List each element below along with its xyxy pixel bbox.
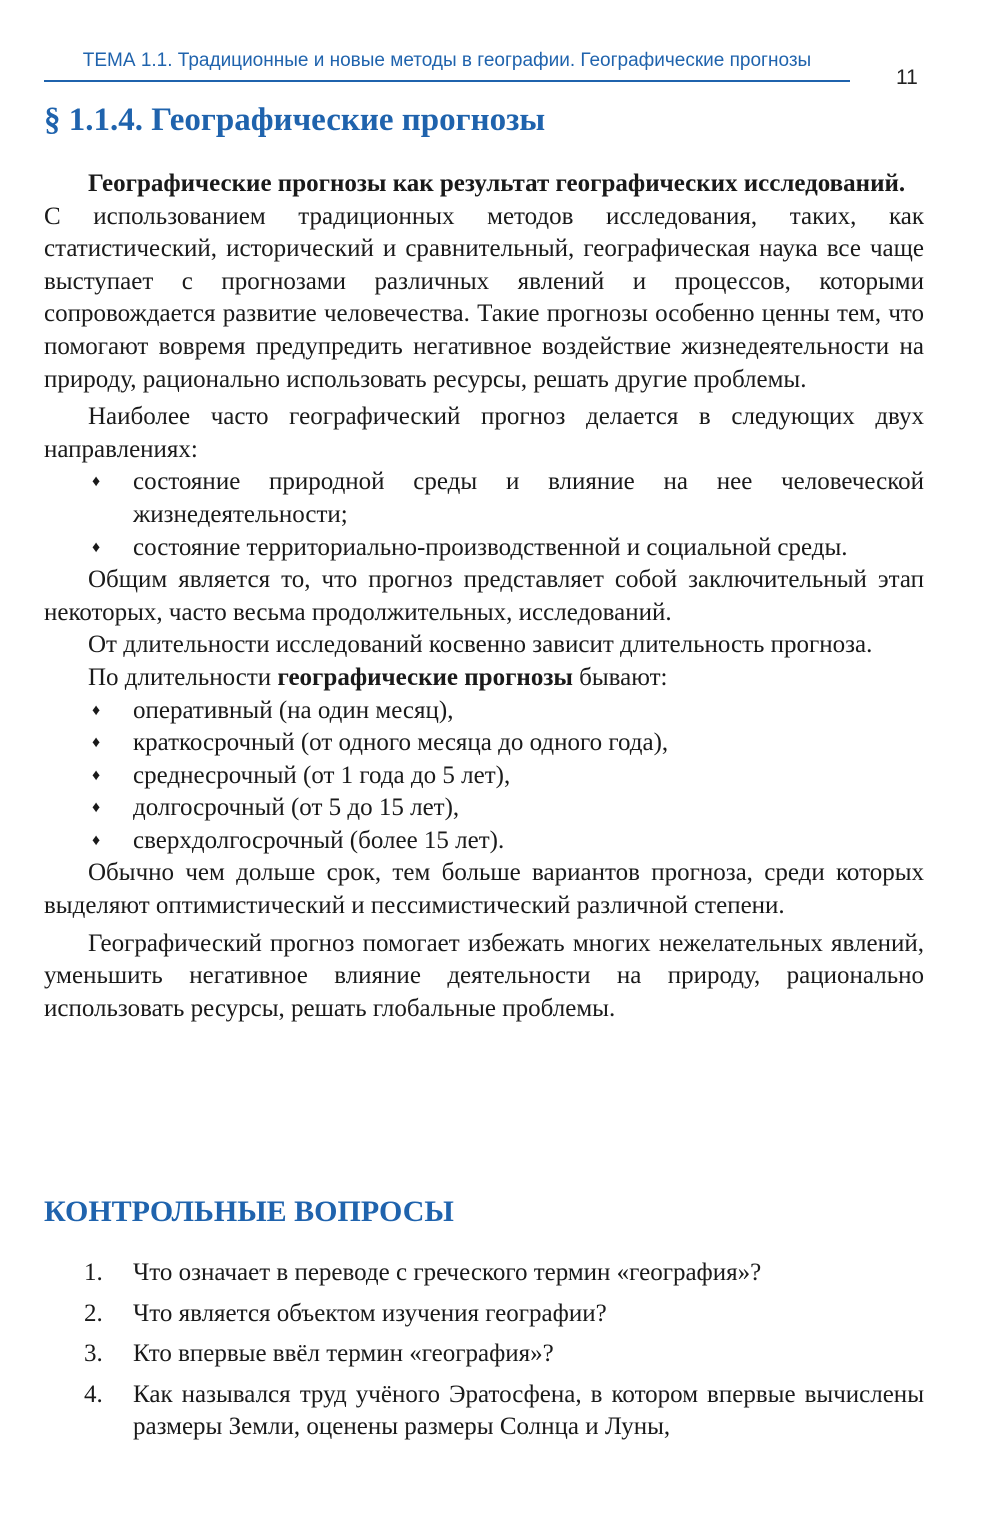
paragraph-duration-types-end: бывают: bbox=[572, 663, 668, 691]
list-item bbox=[92, 792, 924, 825]
list-item bbox=[92, 727, 924, 760]
question-text: Что означает в переводе с греческого термин «география»? bbox=[133, 1259, 762, 1286]
list-item-text: состояние территориально-производственной и социальной среды. bbox=[133, 533, 848, 561]
running-header: ТЕМА 1.1. Традиционные и новые методы в географии. Географические прогнозы bbox=[44, 50, 850, 82]
page-number: 11 bbox=[896, 66, 918, 89]
directions-list bbox=[44, 466, 924, 564]
bullet-icon: ♦ bbox=[92, 473, 101, 491]
control-questions-heading: КОНТРОЛЬНЫЕ ВОПРОСЫ bbox=[44, 1195, 454, 1228]
bullet-icon: ♦ bbox=[92, 701, 101, 719]
section-body bbox=[44, 168, 924, 1025]
paragraph-benefits: Географический прогноз помогает избежать многих нежелательных явлений, уменьшить негативное влияние деятельности на природу, рационально использовать ресурсы, решать глобальные проблемы. bbox=[44, 929, 924, 1022]
paragraph-intro bbox=[44, 168, 924, 396]
bullet-icon: ♦ bbox=[92, 766, 101, 784]
paragraph-duration-types-start: По длительности bbox=[88, 663, 278, 691]
paragraph-variants: Обычно чем дольше срок, тем больше вариантов прогноза, среди которых выделяют оптимистический и пессимистический различной степени. bbox=[44, 859, 924, 920]
paragraph-duration-types bbox=[44, 662, 924, 695]
question-item bbox=[44, 1338, 924, 1371]
paragraph-directions: Наиболее часто географический прогноз делается в следующих двух направлениях: bbox=[44, 403, 924, 463]
paragraph-common: Общим является то, что прогноз представляет собой заключительный этап некоторых, часто весьма продолжительных, исследований. bbox=[44, 566, 924, 626]
question-text: Что является объектом изучения географии? bbox=[133, 1299, 607, 1327]
paragraph-duration-types-bold: географические прогнозы bbox=[277, 663, 573, 691]
bullet-icon: ♦ bbox=[92, 831, 101, 849]
list-item bbox=[92, 825, 924, 858]
question-number: 2. bbox=[84, 1299, 103, 1327]
list-item bbox=[92, 532, 924, 565]
question-text: Как назывался труд учёного Эратосфена, в котором впервые вычислены размеры Земли, оценены размеры Солнца и Луны, bbox=[133, 1380, 924, 1441]
list-item-text: краткосрочный (от одного месяца до одного года), bbox=[133, 729, 669, 757]
paragraph-intro-text: С использованием традиционных методов исследования, таких, как статистический, исторический и сравнительный, географическая наука все чаще выступает с прогнозами различных явлений и процессов, которыми сопровождается развитие человечества. Такие прогнозы особенно ценны тем, что помогают вовремя предупредить негативное воздействие жизнедеятельности на природу, рационально использовать ресурсы, решать другие проблемы. bbox=[44, 202, 924, 393]
section-title: § 1.1.4. Географические прогнозы bbox=[44, 102, 546, 138]
paragraph-intro-lead: Географические прогнозы как результат географических исследований. bbox=[88, 170, 906, 197]
question-number: 1. bbox=[84, 1259, 103, 1286]
question-item bbox=[44, 1257, 924, 1290]
durations-list bbox=[44, 695, 924, 858]
question-number: 4. bbox=[84, 1380, 103, 1408]
bullet-icon: ♦ bbox=[92, 734, 101, 752]
list-item-text: долгосрочный (от 5 до 15 лет), bbox=[133, 794, 460, 822]
list-item bbox=[92, 466, 924, 531]
question-number: 3. bbox=[84, 1340, 103, 1368]
bullet-icon: ♦ bbox=[92, 538, 101, 556]
list-item bbox=[92, 760, 924, 793]
list-item-text: среднесрочный (от 1 года до 5 лет), bbox=[133, 761, 511, 789]
paragraph-duration-dependence: От длительности исследований косвенно зависит длительность прогноза. bbox=[88, 631, 873, 659]
list-item-text: сверхдолгосрочный (более 15 лет). bbox=[133, 826, 505, 854]
question-item bbox=[44, 1379, 924, 1444]
question-text: Кто впервые ввёл термин «география»? bbox=[133, 1340, 554, 1368]
question-item bbox=[44, 1298, 924, 1331]
control-questions-list bbox=[44, 1257, 924, 1452]
bullet-icon: ♦ bbox=[92, 799, 101, 817]
list-item-text: оперативный (на один месяц), bbox=[133, 696, 454, 724]
list-item bbox=[92, 695, 924, 728]
list-item-text: состояние природной среды и влияние на нее человеческой жизнедеятельности; bbox=[133, 468, 924, 528]
